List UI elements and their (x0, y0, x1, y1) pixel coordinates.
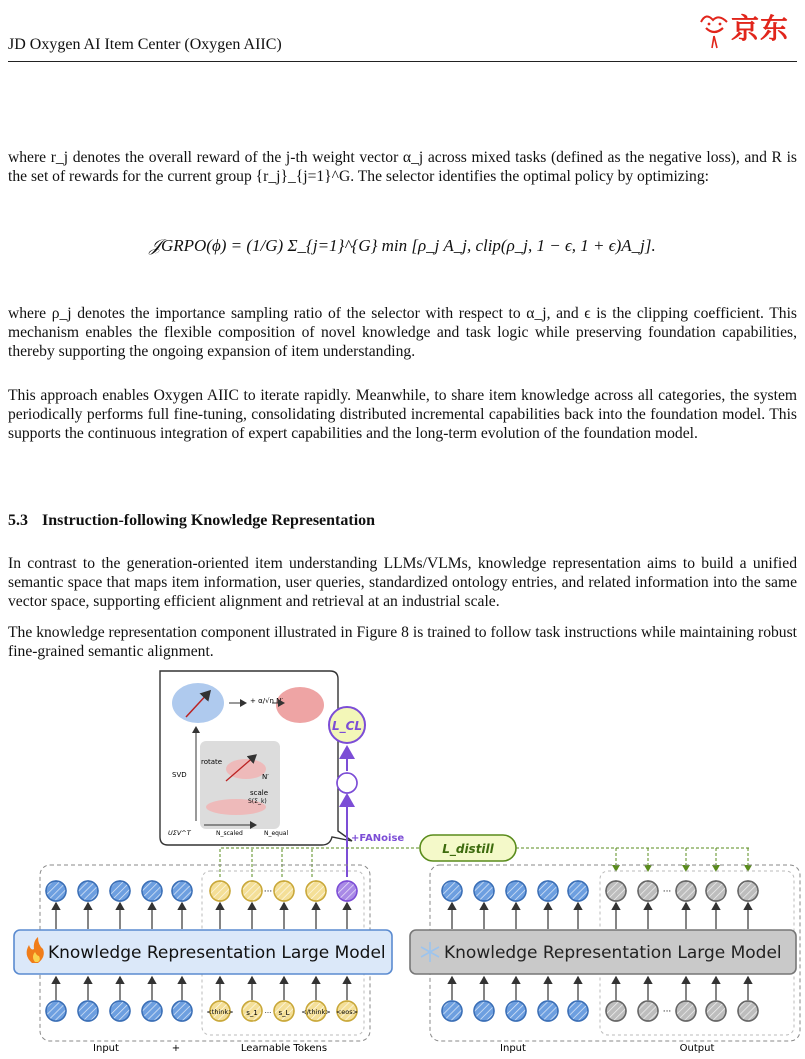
input-token-node-hatch (46, 1001, 66, 1021)
paragraph-reward-definition (8, 148, 797, 186)
grpo-equation: 𝒥GRPO(ϕ) = (1/G) Σ_{j=1}^{G} min [ρ_j A_j, clip(ρ_j, 1 − ϵ, 1 + ϵ)A_j]. (149, 236, 656, 255)
teacher-output-embedding-node-hatch (676, 881, 696, 901)
paragraph-importance-sampling (8, 304, 797, 361)
plus-label: + (171, 1043, 181, 1054)
teacher-output-token-node-hatch (706, 1001, 726, 1021)
token-label: ··· (264, 1009, 272, 1017)
teacher-model-label: Knowledge Representation Large Model (444, 943, 782, 963)
section-heading (8, 512, 375, 530)
teacher-input-token-node-hatch (442, 1001, 462, 1021)
input-token-node-hatch (110, 1001, 130, 1021)
paragraph-text: In contrast to the generation-oriented item understanding LLMs/VLMs, knowledge representation aims to build a unified semantic space that maps item information, user queries, standardized ontology entries, and related information into the same vector space, supporting efficient alignment and retrieval at an industrial scale. (8, 555, 797, 610)
paragraph-text: This approach enables Oxygen AIIC to iterate rapidly. Meanwhile, to share item knowledge across all categories, the system periodically performs full fine-tuning, consolidating distributed incremental capabilities back into the foundation model. This supports the continuous integration of expert capabilities and the long-term evolution of the foundation model. (8, 387, 797, 442)
section-title: Instruction-following Knowledge Representation (42, 512, 376, 529)
input-token-node-hatch (78, 1001, 98, 1021)
teacher-input-token-node-hatch (568, 1001, 588, 1021)
header-rule (8, 61, 797, 62)
fanoise-label: +FANoise (351, 833, 405, 844)
n-scaled-label: N_scaled (216, 830, 243, 837)
teacher-model-box (410, 930, 796, 974)
usv-label: UΣV^T (168, 829, 191, 837)
input-token-node-hatch (142, 1001, 162, 1021)
input-embedding-node-hatch (78, 881, 98, 901)
noise-label: + α/√n N′ (250, 697, 284, 705)
n-prime-label: N′ (262, 773, 269, 781)
teacher-input-embedding-node-hatch (442, 881, 462, 901)
logo-text: 京东 (731, 12, 790, 45)
loss-cl-label: L_CL (331, 719, 363, 733)
learnable-embedding-node-hatch (306, 881, 326, 901)
jd-logo (697, 6, 797, 52)
input-token-node-hatch (172, 1001, 192, 1021)
student-model-box (14, 930, 392, 974)
paragraph-text: where r_j denotes the overall reward of the j-th weight vector α_j across mixed tasks (defined as the negative loss), and R is the set of rewards for the current group {r_j}_{j=1}^G. The selector identifies the optimal policy by optimizing: (8, 149, 797, 185)
teacher-output-token-node-hatch (606, 1001, 626, 1021)
teacher-input-token-node-hatch (474, 1001, 494, 1021)
figure-8 (0, 665, 805, 1054)
paragraph-text: The knowledge representation component illustrated in Figure 8 is trained to follow task instructions while maintaining robust fine-grained semantic alignment. (8, 624, 797, 660)
learnable-embedding-node-hatch (242, 881, 262, 901)
token-label: s_L (278, 1009, 290, 1017)
teacher-input-embedding-node-hatch (538, 881, 558, 901)
eos-embedding-node-hatch (337, 881, 357, 901)
learnable-tokens-label: Learnable Tokens (240, 1043, 328, 1054)
token-label: <think> (206, 1008, 234, 1016)
architecture-diagram (0, 665, 805, 1054)
page-header (0, 0, 805, 68)
n-equal-label: N_equal (264, 830, 289, 837)
paragraph-iteration (8, 386, 797, 443)
scale-label: scale (250, 789, 269, 797)
rotate-label: rotate (201, 758, 223, 766)
teacher-input-token-node-hatch (506, 1001, 526, 1021)
teacher-output-embedding-node-hatch (606, 881, 626, 901)
student-model-label: Knowledge Representation Large Model (48, 943, 386, 963)
learnable-embedding-node-hatch (210, 881, 230, 901)
svd-label: SVD (172, 771, 187, 779)
teacher-output-token-node-hatch (738, 1001, 758, 1021)
dog-mascot-icon (697, 6, 731, 52)
input-label-right: Input (500, 1043, 526, 1054)
learnable-token-labels (206, 1008, 358, 1017)
ellipsis-mark: ··· (662, 1007, 672, 1017)
output-label: Output (679, 1043, 715, 1054)
input-embedding-node-hatch (46, 881, 66, 901)
input-embedding-node-hatch (142, 881, 162, 901)
token-label: <eos> (335, 1008, 359, 1016)
paragraph-knowledge-representation (8, 554, 797, 611)
running-title: JD Oxygen AI Item Center (Oxygen AIIC) (8, 36, 282, 53)
input-embedding-node-hatch (172, 881, 192, 901)
ellipsis-mark: ··· (263, 887, 273, 897)
section-number: 5.3 (8, 512, 28, 529)
teacher-output-embedding-node-hatch (638, 881, 658, 901)
token-label: </think> (301, 1008, 331, 1016)
paragraph-figure-reference (8, 623, 797, 661)
teacher-output-token-node-hatch (638, 1001, 658, 1021)
input-embedding-node-hatch (110, 881, 130, 901)
input-label-left: Input (93, 1043, 119, 1054)
teacher-input-embedding-node-hatch (474, 881, 494, 901)
teacher-output-token-node-hatch (676, 1001, 696, 1021)
paragraph-text: where ρ_j denotes the importance sampling ratio of the selector with respect to α_j, and ϵ is the clipping coefficient. This mechanism enables the flexible composition of novel knowledge and task logic while preserving foundation capabilities, thereby supporting the ongoing expansion of item understanding. (8, 305, 797, 360)
transform-panel (200, 741, 280, 829)
token-label: s_1 (246, 1009, 258, 1017)
teacher-input-embedding-node-hatch (568, 881, 588, 901)
teacher-output-embedding-node-hatch (738, 881, 758, 901)
figure-bottom-labels (93, 1043, 714, 1054)
red-point-cloud (276, 687, 324, 723)
teacher-input-token-node-hatch (538, 1001, 558, 1021)
learnable-embedding-node-hatch (274, 881, 294, 901)
fanoise-inset (160, 671, 352, 845)
contrastive-loss-node (329, 707, 365, 743)
teacher-input-embedding-node-hatch (506, 881, 526, 901)
scale-function-label: S(Σ_k) (248, 798, 267, 805)
loss-distill-label: L_distill (442, 842, 494, 856)
teacher-output-embedding-node-hatch (706, 881, 726, 901)
ellipsis-mark: ··· (662, 887, 672, 897)
distill-loss-node (420, 835, 516, 861)
